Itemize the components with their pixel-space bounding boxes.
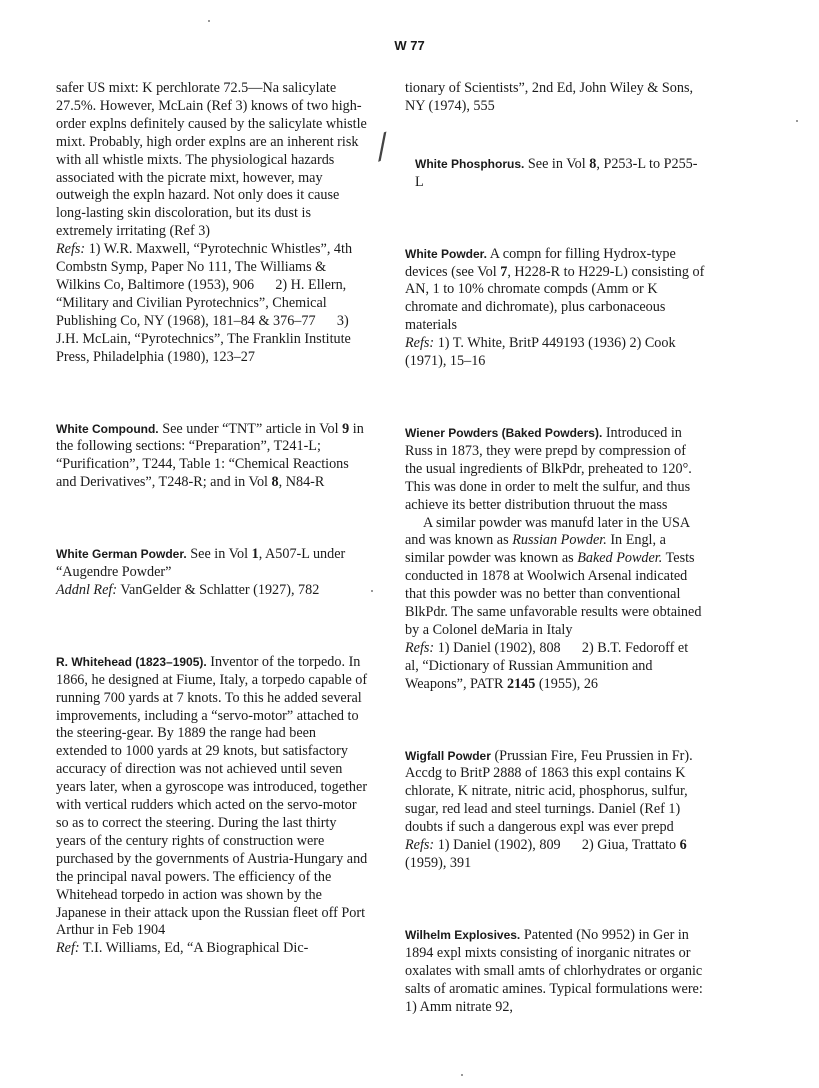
volume-number: 8	[271, 474, 279, 491]
entry-wigfall-powder	[405, 748, 705, 873]
addnl-ref-text: VanGelder & Schlatter (1927), 782	[117, 581, 320, 598]
volume-number: 6	[679, 837, 687, 854]
refs-label: Refs:	[405, 335, 435, 352]
entry-text: Inventor of the torpedo. In 1866, he designed at Fiume, Italy, a torpedo capable of running 700 yards at 7 knots. To this he added several improvements, including a “servo-motor” attached to the steering-gear. By 1889 the range had been extended to 1000 yards at 29 knots, but satisfactory accuracy of direction was not achieved until seven years later, when a gyroscope was introduced, together with vertical rudders which acted on the servo-motor so as to correct the steering. During the last thirty years of the century rights of construction were purchased by the governments of Austria-Hungary and the principal naval powers. The efficiency of the Whitehead torpedo in action was shown by the Japanese in their attack upon the Russian fleet off Port Arthur in Feb 1904	[56, 653, 368, 939]
refs-text: 1) Daniel (1902), 808 2) B.T. Fedoroff et al, “Dictionary of Russian Ammunition and Weapons”, PATR	[405, 639, 689, 692]
entry-heading: Wilhelm Explosives.	[405, 927, 521, 942]
refs-text: 1) Daniel (1902), 809 2) Giua, Trattato	[434, 837, 680, 854]
entry-text: See in Vol	[524, 155, 590, 172]
entry-white-phosphorus	[405, 156, 705, 192]
refs-label: Refs:	[405, 837, 435, 854]
italic-term: Russian Powder.	[512, 532, 607, 549]
volume-number: 7	[500, 263, 508, 280]
entry-heading: White Compound.	[56, 421, 159, 436]
paragraph-text: tionary of Scientists”, 2nd Ed, John Wiley & Sons, NY (1974), 555	[405, 80, 694, 114]
paragraph-text: safer US mixt: K perchlorate 72.5—Na salicylate 27.5%. However, McLain (Ref 3) knows of two high-order explns definitely caused by the salicylate whistle mixt. Probably, high order explns are an inherent risk with all whistle mixts. The physiological hazards associated with the picrate mixt, however, may outweigh the expln hazard. Not only does it cause long-lasting skin discoloration, but its dust is extremely irritating (Ref 3)	[56, 80, 367, 240]
page-number: W 77	[394, 38, 425, 53]
speck	[461, 1074, 463, 1076]
refs-label: Refs:	[405, 639, 435, 656]
refs-text: 1) W.R. Maxwell, “Pyrotechnic Whistles”, 4th Combstn Symp, Paper No 111, The Williams & Wilkins Co, Baltimore (1953), 906 2) H. Ellern, “Military and Civilian Pyrotechnics”, Chemical Publishing Co, NY (1968), 181–84 & 376–77 3) J.H. McLain, “Pyrotechnics”, The Franklin Institute Press, Philadelphia (1980), 123–27	[56, 241, 353, 365]
entry-wiener-powders	[405, 425, 705, 694]
left-column	[56, 80, 368, 958]
entry-text: , A507-L under “Augendre Powder”	[56, 546, 346, 581]
entry-r-whitehead	[56, 654, 368, 958]
entry-white-german-powder	[56, 546, 368, 600]
entry-text: In Engl, a similar powder was known as	[405, 532, 666, 567]
continued-text	[56, 80, 368, 367]
ref-text: T.I. Williams, Ed, “A Biographical Dic-	[79, 940, 309, 957]
entry-wilhelm-explosives	[405, 927, 705, 1017]
volume-number: 9	[342, 420, 350, 437]
entry-heading: White Powder.	[405, 246, 488, 261]
speck	[371, 590, 373, 592]
volume-number: 8	[589, 155, 597, 172]
entry-heading: Wiener Powders (Baked Powders).	[405, 425, 603, 440]
entry-text: Introduced in Russ in 1873, they were prepd by compression of the usual ingredients of BlkPdr, preheated to 120°. This was done in order to melt the sulfur, and thus achieve its better distribution thruout the mass	[405, 424, 692, 513]
refs-text: 1) T. White, BritP 449193 (1936) 2) Cook (1971), 15–16	[405, 335, 676, 370]
entry-text: , N84-R	[278, 474, 325, 491]
entry-text: in the following sections: “Preparation”, T241-L; “Purification”, T244, Table 1: “Chemical Reactions and Derivatives”, T248-R; and in Vol	[56, 420, 364, 491]
entry-text: (Prussian Fire, Feu Prussien in Fr). Accdg to BritP 2888 of 1863 this expl contains K chlorate, K nitrate, nitric acid, phosphorus, sulfur, sugar, red lead and steel turnings. Daniel (Ref 1) doubts if such a dangerous expl was ever prepd	[405, 747, 693, 836]
continued-text	[405, 80, 705, 116]
entry-white-powder	[405, 246, 705, 371]
entry-text: A similar powder was manufd later in the USA and was known as	[405, 514, 690, 549]
volume-number: 1	[251, 546, 259, 563]
right-column	[405, 80, 705, 1016]
entry-heading: White German Powder.	[56, 547, 187, 562]
speck	[796, 120, 798, 122]
report-number: 2145	[506, 675, 536, 692]
handwritten-check-mark: ⁄	[373, 128, 393, 168]
entry-text: , H228-R to H229-L) consisting of AN, 1 to 10% chromate compds (Amm or K chromate and dichromate), plus carbonaceous materials	[405, 263, 705, 334]
ref-label: Ref:	[56, 940, 80, 957]
refs-text: (1959), 391	[405, 855, 472, 871]
refs-label: Refs:	[56, 241, 86, 258]
entry-text: Patented (No 9952) in Ger in 1894 expl mixts consisting of inorganic nitrates or oxalates with small amts of chlorhydrates or organic salts of aromatic amines. Typical formulations were: 1) Amm nitrate 92,	[405, 926, 703, 1015]
italic-term: Baked Powder.	[577, 550, 663, 567]
entry-heading: White Phosphorus.	[415, 156, 525, 171]
entry-heading: Wigfall Powder	[405, 748, 491, 763]
entry-white-compound	[56, 421, 368, 493]
refs-text: (1955), 26	[535, 675, 599, 692]
addnl-ref-label: Addnl Ref:	[56, 581, 118, 598]
entry-text: Tests conducted in 1878 at Woolwich Arsenal indicated that this powder was no better than conventional BlkPdr. The same unfavorable results were obtained by a Colonel deMaria in Italy	[405, 550, 702, 638]
speck	[208, 20, 210, 22]
entry-text: , P253-L to P255-L	[415, 155, 698, 190]
entry-heading: R. Whitehead (1823–1905).	[56, 654, 207, 669]
entry-text: See in Vol	[186, 546, 252, 563]
entry-text: A compn for filling Hydrox-type devices (see Vol	[405, 245, 676, 280]
entry-text: See under “TNT” article in Vol	[158, 420, 343, 437]
